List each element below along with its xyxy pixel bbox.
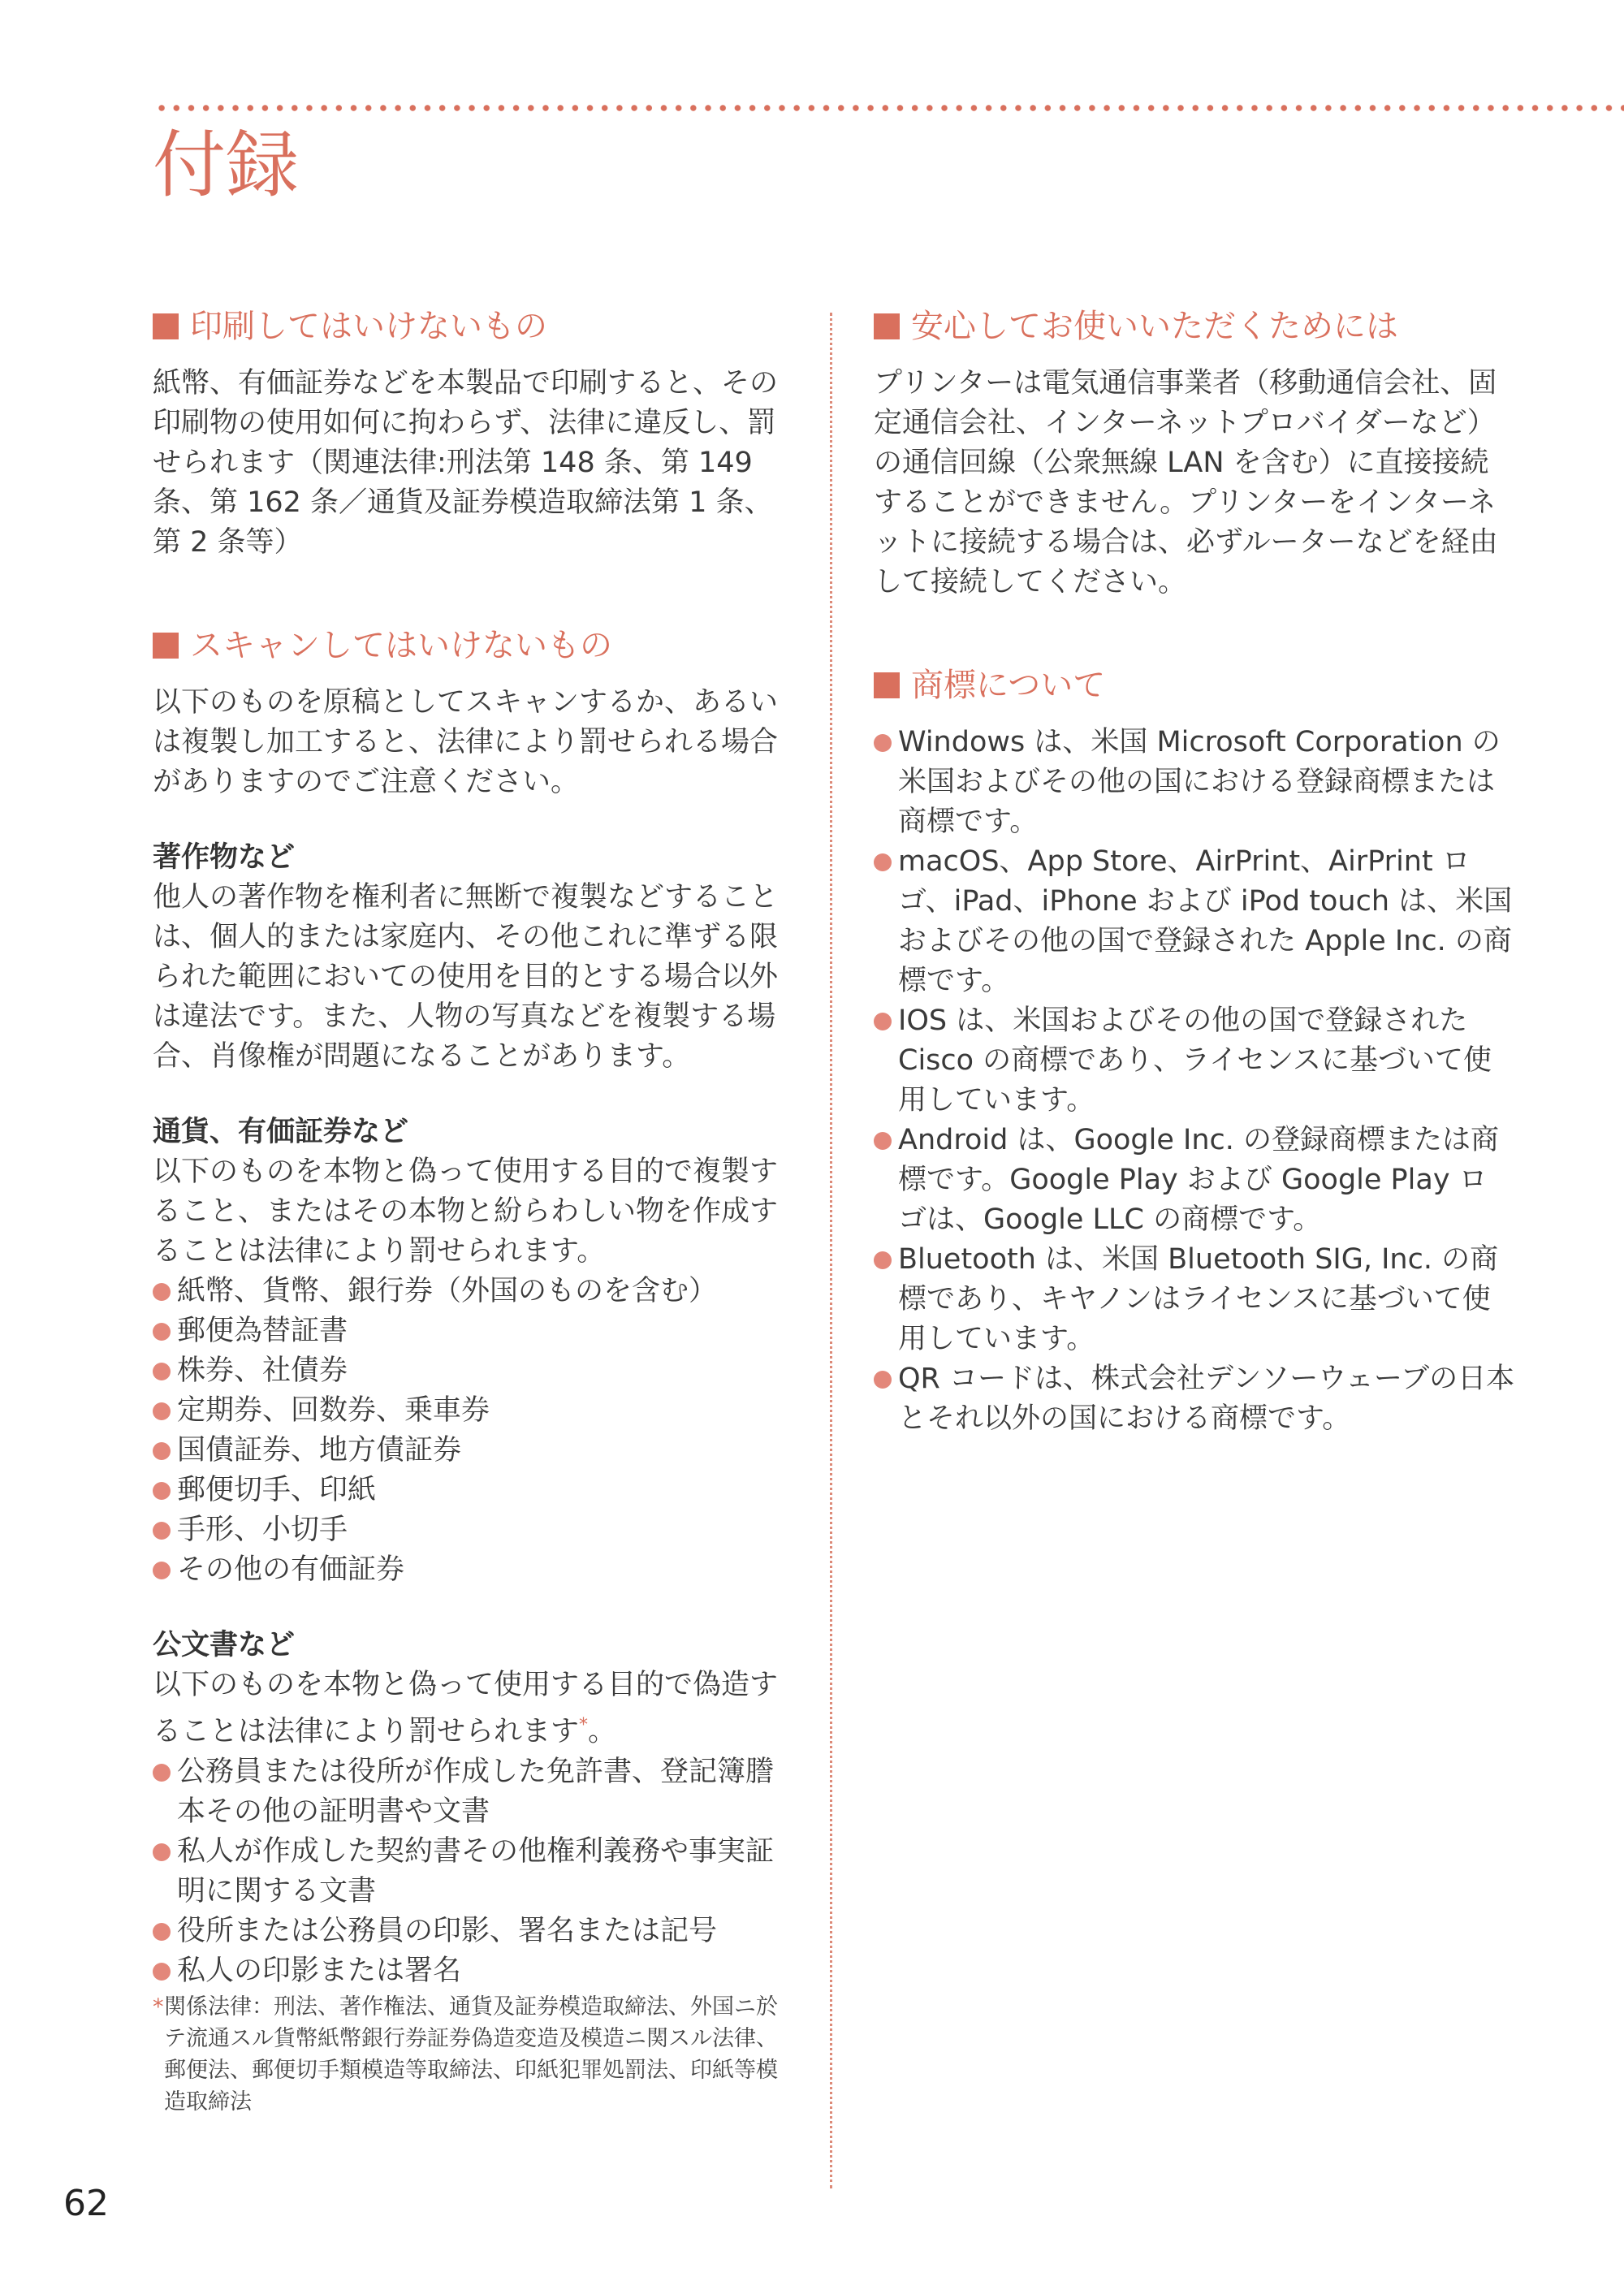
list-item: 郵便切手、印紙 xyxy=(153,1471,788,1510)
section-heading-text: スキャンしてはいけないもの xyxy=(190,627,612,664)
trademark-list xyxy=(874,723,1515,1439)
footnote-marker: * xyxy=(579,1715,589,1735)
bullet-dot-icon xyxy=(153,1764,171,1782)
list-item: Bluetooth は、米国 Bluetooth SIG, Inc. の商標であり、キヤノンはライセンスに基づいて使用しています。 xyxy=(874,1240,1515,1359)
list-item: 公務員または役所が作成した免許書、登記簿謄本その他の証明書や文書 xyxy=(153,1752,788,1832)
bullet-dot-icon xyxy=(874,1251,892,1269)
footnote-star: * xyxy=(153,1994,164,2020)
subsection-copyright xyxy=(153,838,788,1077)
subsection-body-end: 。 xyxy=(588,1715,617,1748)
page-number: 62 xyxy=(63,2183,109,2224)
subsection-official-documents xyxy=(153,1626,788,2118)
list-item: 紙幣、貨幣、銀行券（外国のものを含む） xyxy=(153,1272,788,1311)
square-bullet-icon xyxy=(874,672,900,698)
square-bullet-icon xyxy=(874,313,900,339)
bullet-dot-icon xyxy=(153,1963,171,1981)
bullet-dot-icon xyxy=(153,1923,171,1941)
bullet-dot-icon xyxy=(153,1363,171,1380)
subsection-body: 以下のものを本物と偽って使用する目的で複製すること、またはその本物と紛らわしい物を作成することは法律により罰せられます。 xyxy=(153,1156,779,1268)
list-item: その他の有価証券 xyxy=(153,1550,788,1590)
section-heading xyxy=(153,620,788,672)
bullet-dot-icon xyxy=(153,1402,171,1420)
official-list xyxy=(153,1752,788,1991)
section-body: 紙幣、有価証券などを本製品で印刷すると、その印刷物の使用如何に拘わらず、法律に違反し、罰せられます（関連法律:刑法第 148 条、第 149 条、第 162 条／通貨及証券模造取締法第 1 条、第 2 条等） xyxy=(153,367,779,559)
subsection-title: 通貨、有価証券など xyxy=(153,1116,409,1148)
bullet-dot-icon xyxy=(874,1132,892,1150)
bullet-dot-icon xyxy=(874,1371,892,1389)
square-bullet-icon xyxy=(153,633,179,659)
bullet-dot-icon xyxy=(874,1013,892,1030)
bullet-dot-icon xyxy=(153,1283,171,1301)
bullet-dot-icon xyxy=(153,1323,171,1341)
section-trademarks xyxy=(874,659,1515,1439)
list-item: 郵便為替証書 xyxy=(153,1311,788,1351)
list-item: 私人が作成した契約書その他権利義務や事実証明に関する文書 xyxy=(153,1832,788,1912)
bullet-dot-icon xyxy=(153,1442,171,1460)
list-item: Windows は、米国 Microsoft Corporation の米国およびその他の国における登録商標または商標です。 xyxy=(874,723,1515,842)
list-item: Android は、Google Inc. の登録商標または商標です。Google Play および Google Play ロゴは、Google LLC の商標です。 xyxy=(874,1121,1515,1240)
left-column xyxy=(153,300,788,2118)
subsection-currency xyxy=(153,1112,788,1590)
bullet-dot-icon xyxy=(153,1562,171,1579)
subsection-title: 公文書など xyxy=(153,1629,296,1661)
footnote-text: 関係法律：刑法、著作権法、通貨及証券模造取締法、外国ニ於テ流通スル貨幣紙幣銀行券証券偽造変造及模造ニ関スル法律、郵便法、郵便切手類模造等取締法、印紙犯罪処罰法、印紙等模造取締法 xyxy=(164,1994,778,2115)
list-item: 定期券、回数券、乗車券 xyxy=(153,1391,788,1431)
bullet-dot-icon xyxy=(874,734,892,752)
column-divider xyxy=(830,313,832,2188)
bullet-dot-icon xyxy=(153,1843,171,1861)
list-item: IOS は、米国およびその他の国で登録された Cisco の商標であり、ライセンスに基づいて使用しています。 xyxy=(874,1001,1515,1121)
square-bullet-icon xyxy=(153,313,179,339)
section-heading xyxy=(874,300,1515,352)
section-safe-use xyxy=(874,300,1515,603)
section-heading-text: 印刷してはいけないもの xyxy=(190,308,547,345)
section-heading-text: 商標について xyxy=(911,667,1106,704)
footnote xyxy=(153,1991,788,2118)
section-no-scan xyxy=(153,620,788,2118)
subsection-title: 著作物など xyxy=(153,841,296,874)
list-item: 手形、小切手 xyxy=(153,1510,788,1550)
section-heading xyxy=(153,300,788,352)
currency-list xyxy=(153,1272,788,1590)
header-dotted-line xyxy=(154,104,1624,112)
list-item: 私人の印影または署名 xyxy=(153,1951,788,1991)
list-item: 国債証券、地方債証券 xyxy=(153,1431,788,1471)
bullet-dot-icon xyxy=(874,853,892,871)
right-column xyxy=(874,300,1515,1439)
list-item: macOS、App Store、AirPrint、AirPrint ロゴ、iPad、iPhone および iPod touch は、米国およびその他の国で登録された Apple Inc. の商標です。 xyxy=(874,842,1515,1001)
page-title: 付録 xyxy=(153,123,299,208)
list-item: QR コードは、株式会社デンソーウェーブの日本とそれ以外の国における商標です。 xyxy=(874,1359,1515,1439)
subsection-body xyxy=(153,1665,788,1752)
section-no-print xyxy=(153,300,788,563)
list-item: 役所または公務員の印影、署名または記号 xyxy=(153,1912,788,1951)
bullet-dot-icon xyxy=(153,1482,171,1500)
section-heading xyxy=(874,659,1515,711)
list-item: 株券、社債券 xyxy=(153,1351,788,1391)
section-body: 以下のものを原稿としてスキャンするか、あるいは複製し加工すると、法律により罰せられる場合がありますのでご注意ください。 xyxy=(153,686,779,798)
section-body: プリンターは電気通信事業者（移動通信会社、固定通信会社、インターネットプロバイダーなど）の通信回線（公衆無線 LAN を含む）に直接接続することができません。プリンターをインターネットに接続する場合は、必ずルーターなどを経由して接続してください。 xyxy=(874,367,1498,598)
subsection-body-text: 以下のものを本物と偽って使用する目的で偽造することは法律により罰せられます xyxy=(153,1669,779,1748)
subsection-body: 他人の著作物を権利者に無断で複製などすることは、個人的または家庭内、その他これに準ずる限られた範囲においての使用を目的とする場合以外は違法です。また、人物の写真などを複製する場合、肖像権が問題になることがあります。 xyxy=(153,881,779,1073)
bullet-dot-icon xyxy=(153,1522,171,1540)
section-heading-text: 安心してお使いいただくためには xyxy=(911,308,1398,345)
